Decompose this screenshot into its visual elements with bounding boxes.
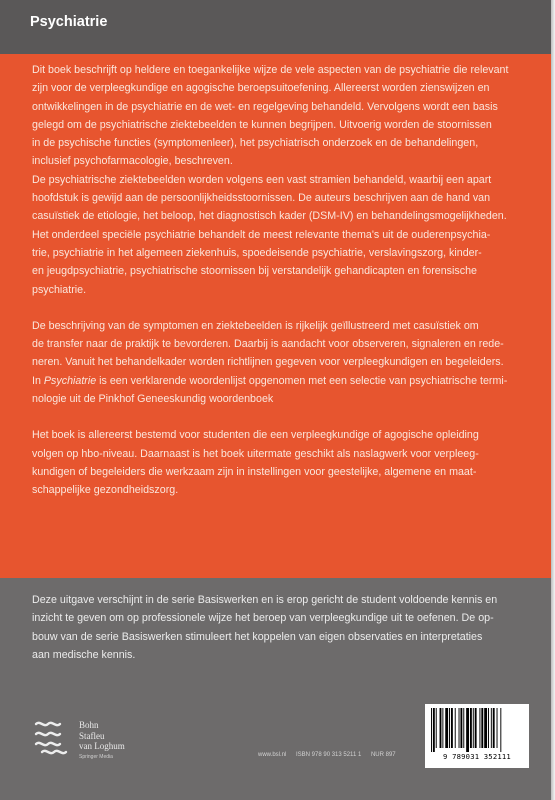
publisher-url[interactable]: www.bsl.nl — [258, 752, 287, 758]
line: Deze uitgave verschijnt in de serie Basiswerken en is erop gericht de student voldoende kennis en — [32, 594, 498, 606]
page-title: Psychiatrie — [30, 14, 108, 30]
publisher-name-line: Stafleu — [79, 730, 105, 741]
barcode-bar — [451, 708, 453, 748]
barcode-bar — [433, 708, 435, 752]
barcode-bar — [440, 708, 442, 748]
barcode-bar — [481, 708, 483, 748]
line: de transfer naar de praktijk te bevorderen. Daarbij is aandacht voor observeren, signaleren en rede- — [32, 338, 504, 351]
barcode-bar — [475, 708, 477, 748]
barcode-bar — [484, 708, 487, 748]
line: volgen op hbo-niveau. Daarnaast is het boek uitermate geschikt als naslagwerk voor verpleeg- — [32, 447, 479, 460]
line: aan medische kennis. — [32, 648, 136, 661]
barcode-bar — [488, 708, 489, 748]
paragraph-2 — [32, 317, 522, 408]
line: is een verklarende woordenlijst opgenomen met een selectie van psychiatrische termi- — [99, 374, 508, 387]
barcode-bar — [463, 708, 464, 748]
isbn-text: ISBN 978 90 313 5211 1 — [296, 752, 362, 758]
line: kundigen of begeleiders die werkzaam zijn in instellingen voor geestelijke, algemene en maat- — [32, 465, 477, 478]
publisher-sub: Springer Media — [79, 754, 113, 760]
series-paragraph — [32, 591, 522, 664]
line: ontwikkelingen in de psychiatrie en de wet- en regelgeving behandeld. Vervolgens wordt een basis — [32, 100, 498, 113]
line: psychiatrie. — [32, 283, 87, 296]
series-text — [32, 591, 522, 664]
barcode-bar — [431, 708, 432, 752]
line: bouw van de serie Basiswerken stimuleert het koppelen van eigen observaties en interpretaties — [32, 630, 483, 643]
line: zijn voor de verpleegkundige en agogische beroepsuitoefening. Allereerst worden zienswijzen en — [32, 82, 490, 95]
barcode-bar — [479, 708, 480, 748]
line: In — [32, 374, 41, 387]
barcode-bar — [460, 708, 462, 748]
line: Dit boek beschrijft op heldere en toegankelijke wijze de vele aspecten van de psychiatrie die relevant — [32, 64, 509, 76]
line: hoofdstuk is gewijd aan de persoonlijkheidsstoornissen. De auteurs beschrijven aan de hand van — [32, 192, 491, 205]
line: De beschrijving van de symptomen en ziektebeelden is rijkelijk geïllustreerd met casuïstiek om — [32, 319, 479, 332]
line: in de psychische functies (symptomenleer), het psychiatrisch onderzoek en de behandelingen, — [32, 137, 479, 150]
barcode-bar — [455, 708, 456, 748]
barcode-bar — [442, 708, 443, 748]
barcode-bar — [466, 708, 469, 752]
publisher-name-line: van Loghum — [79, 741, 125, 751]
barcode-bar — [500, 708, 501, 752]
barcode — [425, 704, 529, 768]
barcode-bar — [497, 708, 498, 748]
barcode-bar — [459, 708, 460, 748]
line: schappelijke gezondheidszorg. — [32, 484, 179, 497]
barcode-bar — [470, 708, 472, 748]
barcode-bar — [491, 708, 492, 748]
publisher-logo — [30, 718, 180, 768]
header-bar — [0, 0, 555, 54]
publisher-name — [79, 720, 125, 752]
bsl-logo-icon — [30, 718, 72, 760]
line: inclusief psychofarmacologie, beschreven. — [32, 155, 233, 168]
line: inzicht te geven om op professionele wijze het beroep van verpleegkundige uit te oefenen. De op- — [32, 612, 494, 625]
line: nologie uit de Pinkhof Geneeskundig woordenboek — [32, 393, 274, 406]
footer-info — [258, 752, 404, 758]
line: casuïstiek de etiologie, het beloop, het diagnostisch kader (DSM-IV) en behandelingsmogelijkheden. — [32, 210, 507, 223]
line: gelegd om de psychiatrische ziektebeelden te kunnen begrijpen. Uitvoerig worden de stoornissen — [32, 118, 492, 131]
line: neren. Vanuit het behandelkader worden richtlijnen gegeven voor verpleegkundigen en begeleiders. — [32, 356, 504, 369]
line: trie, psychiatrie in het algemeen ziekenhuis, spoedeisende psychiatrie, verslavingszorg, kinder- — [32, 246, 482, 259]
title-italic: Psychiatrie — [43, 374, 97, 387]
barcode-bar — [473, 708, 474, 748]
barcode-bar — [493, 708, 495, 748]
barcode-bars-icon — [431, 708, 523, 752]
barcode-bar — [436, 708, 437, 748]
line: en jeugdpsychiatrie, psychiatrische stoornissen bij verstandelijk gehandicapten en forensische — [32, 265, 477, 278]
line: Het boek is allereerst bestemd voor studenten die een verpleegkundige of agogische opleiding — [32, 429, 479, 442]
publisher-name-line: Bohn — [79, 720, 99, 730]
paragraph-1 — [32, 61, 522, 299]
barcode-bar — [445, 708, 448, 748]
paragraph-3 — [32, 426, 522, 499]
page-edge — [551, 0, 555, 800]
barcode-number: 9 789031 352111 — [443, 752, 511, 761]
barcode-bar — [449, 708, 450, 748]
line: Het onderdeel speciële psychiatrie behandelt de meest relevante thema's uit de ouderenpsychia- — [32, 228, 491, 241]
nur-text: NUR 897 — [370, 752, 396, 758]
line: De psychiatrische ziektebeelden worden volgens een vast stramien behandeld, waarbij een apart — [32, 173, 492, 186]
description-text — [32, 61, 522, 500]
